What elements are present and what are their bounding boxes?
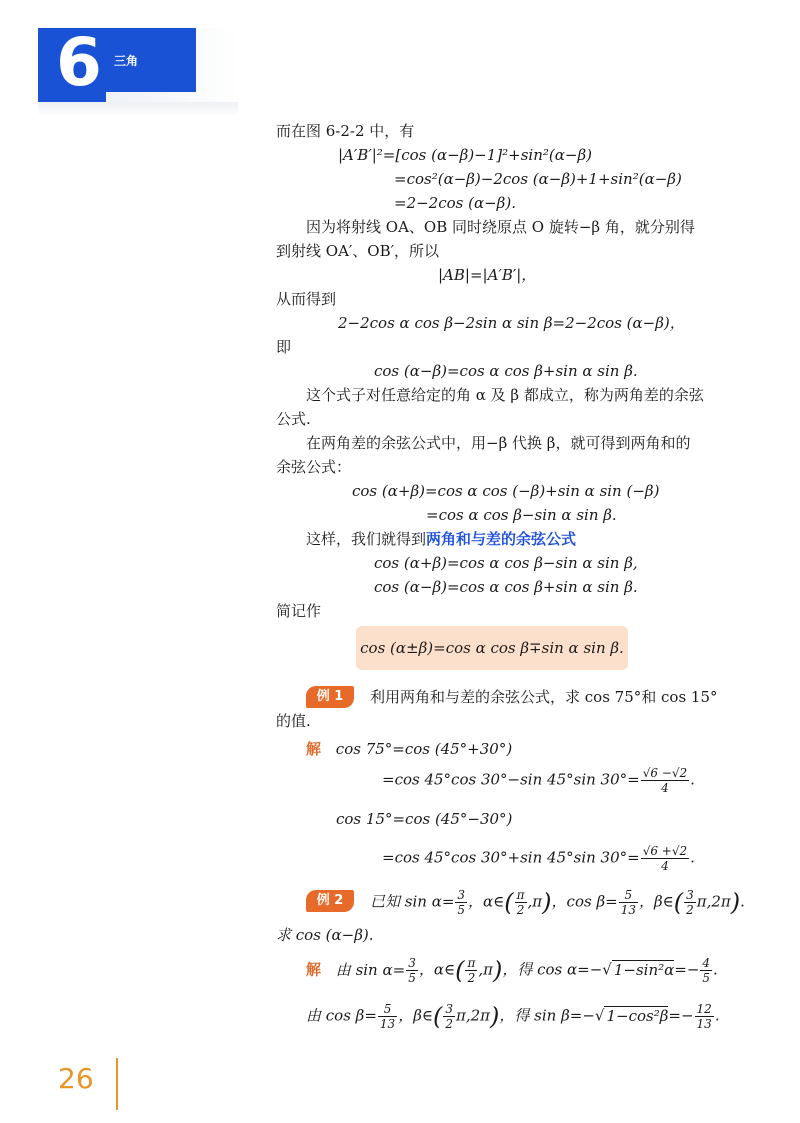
- text-fragment: .: [740, 892, 745, 911]
- equation-line: cos 15°=cos (45°−30°): [336, 810, 513, 828]
- text-fragment: 这样，我们就得到: [306, 530, 427, 548]
- text-fragment: 已知 sin α=: [370, 892, 455, 911]
- fraction-numerator: π: [467, 956, 476, 970]
- text-fragment: .: [713, 960, 718, 979]
- sqrt-sign: √: [602, 960, 612, 979]
- example-2-solution-line-1: [306, 956, 718, 985]
- fraction-denominator: 5: [457, 903, 466, 917]
- example-1-question-cont: 的值.: [276, 712, 311, 730]
- fraction: [695, 1002, 714, 1031]
- solution-label: 解: [306, 740, 322, 758]
- equation-line: |AB|=|A′B′|，: [438, 266, 537, 284]
- text-fragment: 由 sin α=: [335, 960, 406, 979]
- boxed-formula: cos (α±β)=cos α cos β∓sin α sin β.: [360, 639, 624, 657]
- paren: (: [504, 888, 514, 917]
- paren: ): [490, 1002, 500, 1031]
- text-line: 余弦公式：: [276, 458, 352, 476]
- fraction: [443, 1002, 455, 1031]
- solution-label: 解: [306, 960, 322, 979]
- fraction-numerator: 4: [702, 956, 711, 970]
- fraction-denominator: 2: [516, 903, 525, 917]
- fraction-numerator: π: [516, 888, 525, 902]
- fraction-numerator: 3: [686, 888, 694, 902]
- chapter-title: 三角: [114, 54, 139, 68]
- sqrt-content: 1−cos²β: [606, 1006, 669, 1025]
- fraction: [455, 888, 467, 917]
- fraction-denominator: 2: [686, 903, 694, 917]
- fraction-denominator: 13: [379, 1017, 396, 1031]
- fraction-numerator: 3: [408, 956, 416, 970]
- fraction-denominator: 13: [696, 1017, 712, 1031]
- equation-fragment: .: [690, 770, 695, 789]
- fraction: [700, 956, 712, 985]
- equation-line: =2−2cos (α−β).: [394, 194, 516, 212]
- fraction-denominator: 5: [408, 971, 416, 985]
- header-shadow: [38, 102, 238, 116]
- text-line: 即: [276, 338, 292, 356]
- text-line: 简记作: [276, 602, 322, 620]
- equation-line: [382, 766, 695, 795]
- fraction: [378, 1002, 397, 1031]
- text-line: 在两角差的余弦公式中，用−β 代换 β，就可得到两角和的: [306, 434, 691, 452]
- text-fragment: ,π: [478, 960, 493, 979]
- text-fragment: ，β∈: [398, 1006, 433, 1025]
- fraction-denominator: 4: [661, 859, 669, 873]
- text-fragment: =−: [674, 960, 700, 979]
- sqrt-sign: √: [594, 1006, 605, 1025]
- text-fragment: =−: [668, 1006, 694, 1025]
- equation-fragment: =cos 45°cos 30°+sin 45°sin 30°=: [382, 848, 640, 867]
- fraction: [641, 844, 689, 873]
- formula-box: [356, 626, 628, 670]
- text-line: [306, 528, 576, 550]
- paren: (: [673, 888, 684, 917]
- fraction: [406, 956, 418, 985]
- fraction: [684, 888, 696, 917]
- equation-line: cos (α−β)=cos α cos β+sin α sin β.: [374, 578, 638, 596]
- fraction-numerator: 5: [378, 1002, 397, 1017]
- equation-line: cos (α+β)=cos α cos (−β)+sin α sin (−β): [352, 482, 660, 500]
- paren: ): [542, 888, 552, 917]
- text-fragment: ，得 sin β=−: [499, 1006, 595, 1025]
- equation-line: =cos α cos β−sin α sin β.: [426, 506, 617, 524]
- paren: (: [455, 956, 465, 985]
- page-number-divider: [116, 1058, 118, 1110]
- equation-fragment: cos 75°=cos (45°+30°): [335, 740, 513, 758]
- equation-line: cos (α+β)=cos α cos β−sin α sin β,: [374, 554, 638, 572]
- paren: (: [432, 1002, 443, 1031]
- text-line: 到射线 OA′、OB′，所以: [276, 242, 440, 260]
- text-fragment: π,2π: [696, 892, 731, 911]
- example-2-solution-line-2: [306, 1002, 720, 1031]
- example-1-badge: 例 1: [306, 686, 354, 708]
- fraction-numerator: √6 −√2: [642, 766, 688, 780]
- text-fragment: ，α∈: [418, 960, 456, 979]
- text-fragment: .: [714, 1006, 720, 1025]
- fraction: [641, 766, 689, 795]
- fraction-numerator: √6 +√2: [642, 844, 688, 858]
- example-2-ask: 求 cos (α−β).: [276, 926, 374, 944]
- fraction-numerator: 12: [696, 1002, 712, 1016]
- equation-fragment: =cos 45°cos 30°−sin 45°sin 30°=: [382, 770, 640, 789]
- fraction: [619, 888, 638, 917]
- fraction-denominator: 4: [661, 781, 669, 795]
- text-line: 而在图 6-2-2 中，有: [276, 122, 415, 140]
- text-fragment: ，β∈: [638, 892, 674, 911]
- fraction-denominator: 13: [620, 903, 636, 917]
- equation-line: 2−2cos α cos β−2sin α sin β=2−2cos (α−β)，: [338, 314, 685, 332]
- text-fragment: ，得 cos α=−: [502, 960, 603, 979]
- equation-fragment: .: [690, 848, 695, 867]
- sqrt-content: 1−sin²α: [613, 960, 675, 979]
- equation-line: [382, 844, 695, 873]
- page-number: 26: [58, 1062, 94, 1095]
- example-2-badge: 例 2: [306, 890, 354, 912]
- equation-line: cos (α−β)=cos α cos β+sin α sin β.: [374, 362, 638, 380]
- equation-line: |A′B′|²=[cos (α−β)−1]²+sin²(α−β): [338, 146, 592, 164]
- fraction: [515, 888, 527, 917]
- text-line: 这个式子对任意给定的角 α 及 β 都成立，称为两角差的余弦: [306, 386, 704, 404]
- fraction-numerator: 3: [457, 888, 466, 902]
- fraction-numerator: 3: [445, 1002, 453, 1016]
- text-fragment: 由 cos β=: [306, 1006, 377, 1025]
- text-fragment: ，cos β=: [551, 892, 618, 911]
- fraction-numerator: 5: [619, 888, 638, 903]
- text-fragment: π,2π: [455, 1006, 491, 1025]
- text-fragment: ,π: [527, 892, 543, 911]
- fraction-denominator: 5: [702, 971, 711, 985]
- example-2-question: [370, 888, 745, 917]
- fraction-denominator: 2: [445, 1017, 453, 1031]
- fraction-denominator: 2: [467, 971, 476, 985]
- chapter-number: 6: [56, 24, 102, 101]
- equation-line: =cos²(α−β)−2cos (α−β)+1+sin²(α−β): [394, 170, 682, 188]
- paren: ): [730, 888, 741, 917]
- fraction: [465, 956, 477, 985]
- highlighted-term: 两角和与差的余弦公式: [426, 530, 577, 548]
- text-fragment: ，α∈: [468, 892, 505, 911]
- text-line: 公式.: [276, 410, 311, 428]
- example-1-solution: [306, 738, 512, 760]
- text-line: 从而得到: [276, 290, 337, 308]
- example-1-question: 利用两角和与差的余弦公式，求 cos 75°和 cos 15°: [370, 688, 718, 706]
- text-line: 因为将射线 OA、OB 同时绕原点 O 旋转−β 角，就分别得: [306, 218, 695, 236]
- paren: ): [492, 956, 503, 985]
